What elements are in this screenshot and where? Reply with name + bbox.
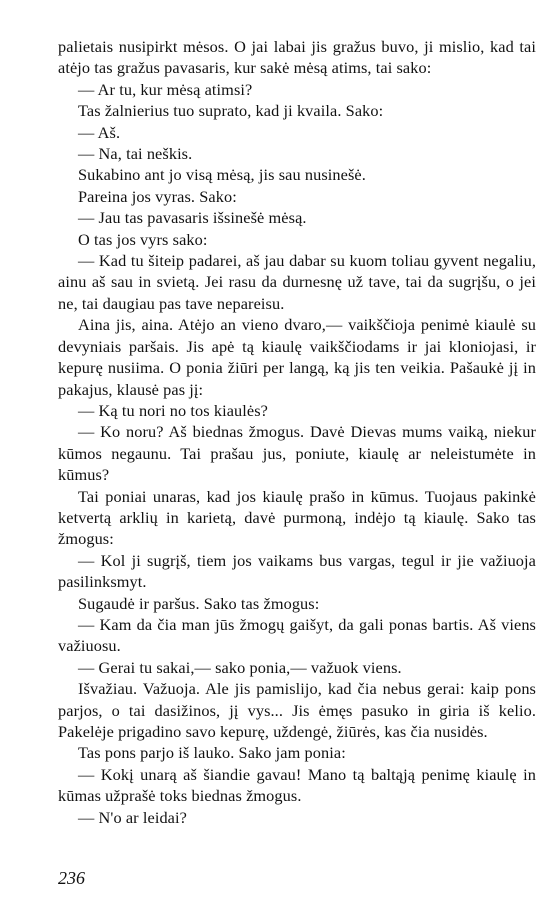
paragraph: palietais nusipirkt mėsos. O jai labai jis gražus buvo, ji mislio, kad tai atėjo tas gražus pavasaris, kur sakė mėsą atims, tai sako: <box>58 37 536 78</box>
paragraph: — Kokį unarą aš šiandie gavau! Mano tą baltąją penimę kiaulę in kūmas užprašė toks biednas žmogus. <box>58 764 536 806</box>
paragraph: — N'o ar leidai? <box>78 807 187 827</box>
paragraph: Sugaudė ir paršus. Sako tas žmogus: <box>78 593 320 613</box>
paragraph: — Ko noru? Aš biednas žmogus. Davė Dievas mums vaiką, niekur kūmos negaunu. Tai prašau jus, poniute, kiaulę ar neleistumėte in kūmus? <box>58 422 536 485</box>
paragraph: — Aš. <box>78 122 121 142</box>
paragraph: — Ką tu nori no tos kiaulės? <box>78 400 269 420</box>
paragraph: — Kol ji sugrįš, tiem jos vaikams bus vargas, tegul ir jie važiuoja pasilinksmyt. <box>58 550 536 592</box>
paragraph: Sukabino ant jo visą mėsą, jis sau nusinešė. <box>78 165 366 185</box>
paragraph: O tas jos vyrs sako: <box>78 229 208 249</box>
paragraph: — Kam da čia man jūs žmogų gaišyt, da gali ponas bartis. Aš viens važiuosu. <box>58 614 536 656</box>
paragraph: — Kad tu šiteip padarei, aš jau dabar su kuom toliau gyvent negaliu, ainu aš sau in svietą. Jei rasu da durnesnę už tave, tai da sugrįšu, o jei ne, tai daugiau pas tave nepareisu. <box>58 251 536 313</box>
paragraph: Pareina jos vyras. Sako: <box>78 186 237 206</box>
paragraph: Tas žalnierius tuo suprato, kad ji kvaila. Sako: <box>78 101 384 121</box>
paragraph: — Jau tas pavasaris išsinešė mėsą. <box>78 208 307 228</box>
page-number: 236 <box>58 868 85 888</box>
paragraph: Tas pons parjo iš lauko. Sako jam ponia: <box>78 743 346 763</box>
paragraph: Tai poniai unaras, kad jos kiaulę prašo in kūmus. Tuojaus pakinkė ketvertą arklių in karietą, davė purmoną, indėjo tą kiaulę. Sako tas žmogus: <box>58 486 536 549</box>
paragraph: Aina jis, aina. Atėjo an vieno dvaro,— vaikščioja penimė kiaulė su devyniais paršais. Jis apė tą kiaulę vaikščiodams ir jai kloniojasi, ir kepurę nusiima. O ponia žiūri per langą, ką jis ten veikia. Pašaukė jį in pakajus, klausė pas jį: <box>58 315 536 399</box>
page-text <box>58 36 536 828</box>
paragraph: Išvažiau. Važuoja. Ale jis pamislijo, kad čia nebus gerai: kaip pons parjos, o tai dasižinos, jį vys... Jis ėmęs pasuko in giria iš kelio. Pakelėje prigadino savo kepurę, uždengė, žiūrės, kas čia nusidės. <box>58 679 536 741</box>
paragraph: — Ar tu, kur mėsą atimsi? <box>78 79 253 99</box>
paragraph: — Na, tai neškis. <box>78 144 193 164</box>
paragraph: — Gerai tu sakai,— sako ponia,— važuok viens. <box>78 657 402 677</box>
